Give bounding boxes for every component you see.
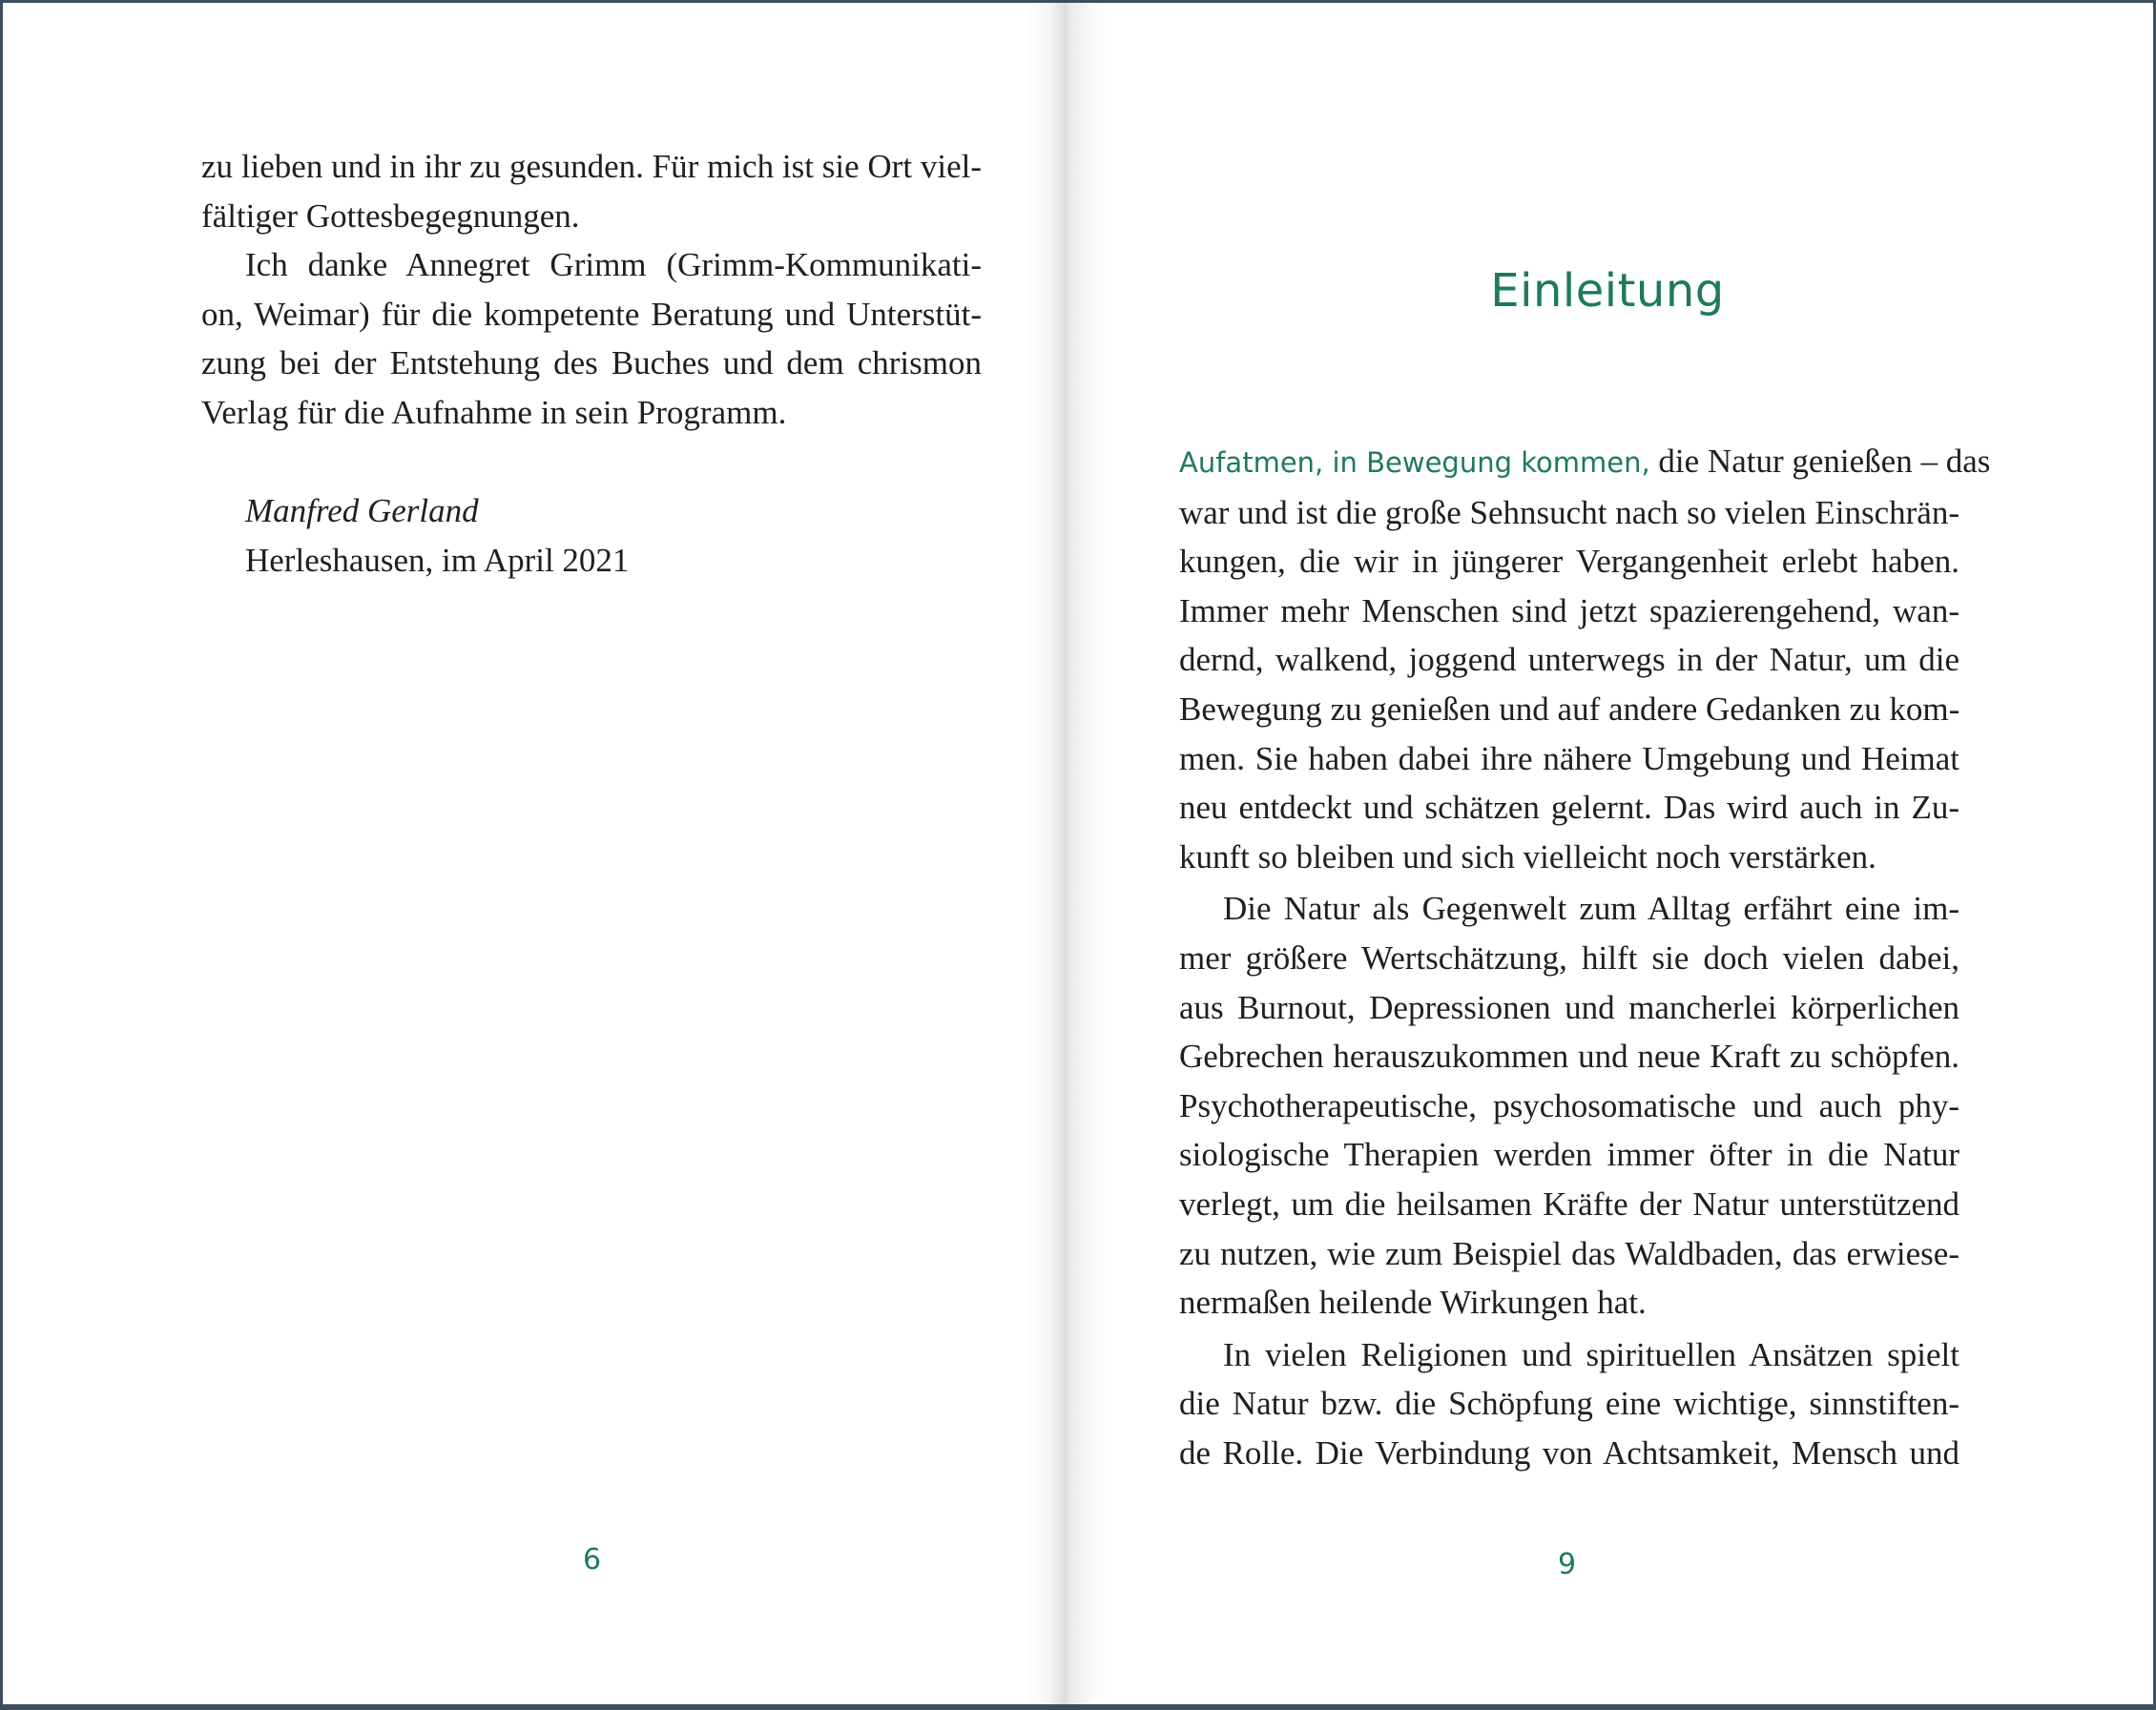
text-line: men. Sie haben dabei ihre nähere Umgebung und Heimat bbox=[1179, 739, 1959, 777]
text-line: Bewegung zu genießen und auf andere Gedanken zu kom- bbox=[1179, 690, 1960, 728]
text-line-first bbox=[1179, 437, 1991, 488]
lead-in-phrase: Aufatmen, in Bewegung kommen, bbox=[1179, 446, 1650, 479]
text-line: Ich danke Annegret Grimm (Grimm-Kommunikati- bbox=[245, 246, 982, 284]
text-line: Die Natur als Gegenwelt zum Alltag erfährt eine im- bbox=[1223, 890, 1959, 928]
text-line: de Rolle. Die Verbindung von Achtsamkeit, Mensch und bbox=[1179, 1433, 1959, 1472]
text-line: zu lieben und in ihr zu gesunden. Für mich ist sie Ort viel- bbox=[201, 148, 982, 185]
book-spread bbox=[3, 3, 2153, 1704]
text-line: In vielen Religionen und spirituellen Ansätzen spielt bbox=[1223, 1335, 1959, 1373]
text-line-remainder: die Natur genießen – das bbox=[1649, 443, 1991, 480]
text-line: kunft so bleiben und sich vielleicht noch verstärken. bbox=[1179, 837, 1876, 876]
text-line: Psychotherapeutische, psychosomatische und auch phy- bbox=[1179, 1086, 1959, 1124]
text-line: siologische Therapien werden immer öfter in die Natur bbox=[1179, 1136, 1959, 1174]
signature-block bbox=[201, 486, 774, 585]
text-line: fältiger Gottesbegegnungen. bbox=[201, 196, 580, 235]
text-line: Verlag für die Aufnahme in sein Programm. bbox=[201, 393, 787, 431]
text-line: aus Burnout, Depressionen und mancherlei körperlichen bbox=[1179, 988, 1959, 1026]
place-date: Herleshausen, im April 2021 bbox=[245, 541, 630, 579]
text-line: neu entdeckt und schätzen gelernt. Das wird auch in Zu- bbox=[1179, 789, 1959, 827]
text-line: Immer mehr Menschen sind jetzt spazierengehend, wan- bbox=[1179, 591, 1959, 629]
page-number-right: 9 bbox=[1558, 1548, 1577, 1581]
chapter-title: Einleitung bbox=[1490, 264, 1725, 318]
text-line: zu nutzen, wie zum Beispiel das Waldbaden, das erwiese- bbox=[1179, 1234, 1959, 1272]
text-line: dernd, walkend, joggend unterwegs in der Natur, um die bbox=[1179, 641, 1959, 679]
text-line: on, Weimar) für die kompetente Beratung und Unterstüt- bbox=[201, 295, 982, 333]
left-page-body bbox=[201, 142, 982, 438]
right-page-body bbox=[1179, 437, 1991, 1477]
text-line: mer größere Wertschätzung, hilft sie doch vielen dabei, bbox=[1179, 938, 1959, 977]
left-page bbox=[3, 3, 1062, 1704]
page-number-left: 6 bbox=[583, 1543, 602, 1576]
text-line: die Natur bzw. die Schöpfung eine wichtige, sinnstiften- bbox=[1179, 1385, 1959, 1423]
author-signature: Manfred Gerland bbox=[245, 492, 479, 529]
text-line: kungen, die wir in jüngerer Vergangenheit erlebt haben. bbox=[1179, 543, 1959, 581]
text-line: zung bei der Entstehung des Buches und dem chrismon bbox=[201, 344, 982, 382]
text-line: nermaßen heilende Wirkungen hat. bbox=[1179, 1284, 1647, 1322]
text-line: war und ist die große Sehnsucht nach so vielen Einschrän- bbox=[1179, 493, 1959, 531]
text-line: Gebrechen herauszukommen und neue Kraft zu schöpfen. bbox=[1179, 1038, 1959, 1076]
right-page bbox=[1062, 3, 2153, 1704]
text-line: verlegt, um die heilsamen Kräfte der Natur unterstützend bbox=[1179, 1185, 1959, 1223]
